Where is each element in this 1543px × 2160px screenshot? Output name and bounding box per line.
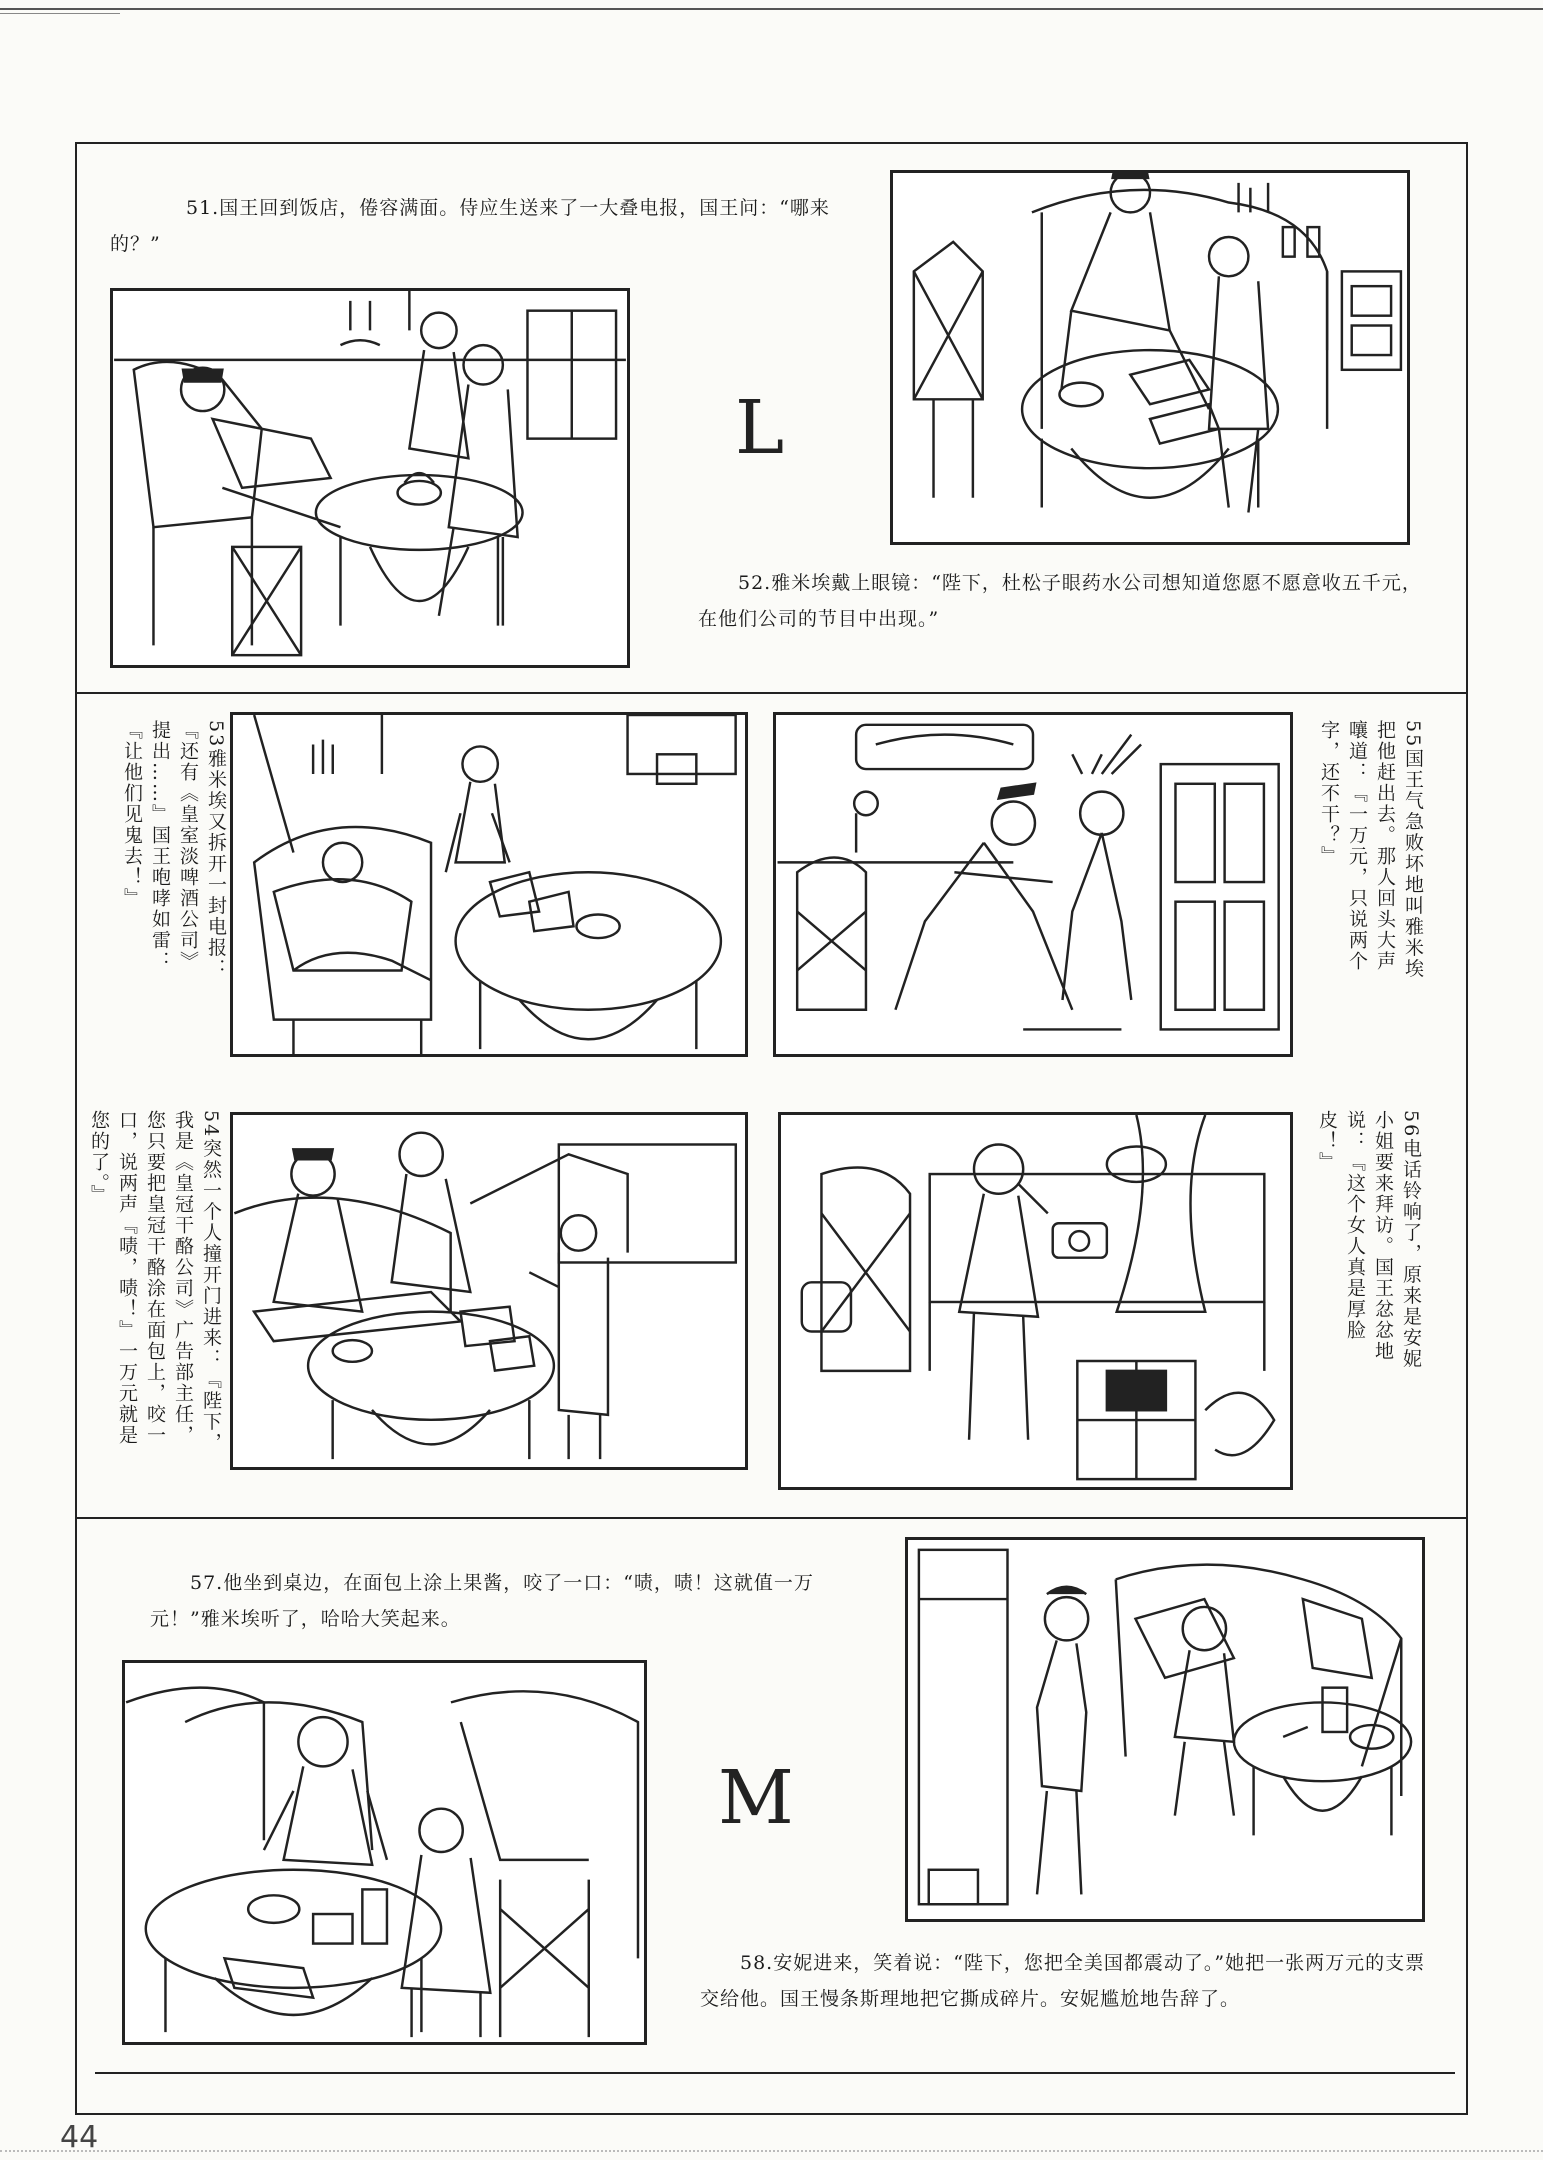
top-edge-line-short [0, 13, 120, 14]
caption-54: 54突然一个人撞开门进来：『陛下，我是《皇冠干酪公司》广告部主任，您只要把皇冠干酪涂在面包上，咬一口，说两声『啧，啧！』一万元就是您的了。』 [88, 1110, 222, 1454]
panel-53-drawing [233, 715, 745, 1054]
caption-53: 53雅米埃又拆开一封电报：『还有《皇室淡啤酒公司》提出……』国王咆哮如雷：『让他们见鬼去！』 [121, 720, 227, 980]
panel-51-drawing [113, 291, 627, 665]
caption-57: 57.他坐到桌边，在面包上涂上果酱，咬了一口：“啧，啧！这就值一万元！”雅米埃听了，哈哈大笑起来。 [150, 1572, 814, 1630]
caption-58: 58.安妮进来，笑着说：“陛下，您把全美国都震动了。”她把一张两万元的支票交给他。国王慢条斯理地把它撕成碎片。安妮尴尬地告辞了。 [700, 1952, 1426, 2010]
panel-54-drawing [233, 1115, 745, 1467]
panel-52-drawing [893, 173, 1407, 542]
panel-56-drawing [781, 1115, 1290, 1487]
panel-55-drawing [776, 715, 1290, 1054]
panel-52 [890, 170, 1410, 545]
bottom-rule [95, 2072, 1455, 2074]
caption-55: 55国王气急败坏地叫雅米埃把他赶出去。那人回头大声嚷道：『一万元，只说两个字，还不干？』 [1318, 720, 1424, 980]
top-edge-line [0, 8, 1543, 10]
panel-58-drawing [908, 1540, 1422, 1919]
section-letter-l: L [735, 385, 785, 471]
row-divider-1 [75, 692, 1468, 694]
caption-56: 56电话铃响了，原来是安妮小姐要来拜访。国王忿忿地说：『这个女人真是厚脸皮！』 [1316, 1110, 1422, 1370]
row-divider-2 [75, 1517, 1468, 1519]
section-letter-m: M [718, 1755, 794, 1841]
panel-51 [110, 288, 630, 668]
panel-57-drawing [125, 1663, 644, 2042]
caption-52: 52.雅米埃戴上眼镜：“陛下，杜松子眼药水公司想知道您愿不愿意收五千元，在他们公司的节目中出现。” [698, 572, 1422, 630]
bottom-edge-dots [0, 2150, 1543, 2152]
panel-58 [905, 1537, 1425, 1922]
panel-56 [778, 1112, 1293, 1490]
panel-55 [773, 712, 1293, 1057]
panel-54 [230, 1112, 748, 1470]
panel-53 [230, 712, 748, 1057]
page-number: 44 [60, 2120, 99, 2155]
caption-51: 51.国王回到饭店，倦容满面。侍应生送来了一大叠电报，国王问：“哪来的？” [110, 197, 830, 255]
panel-57 [122, 1660, 647, 2045]
